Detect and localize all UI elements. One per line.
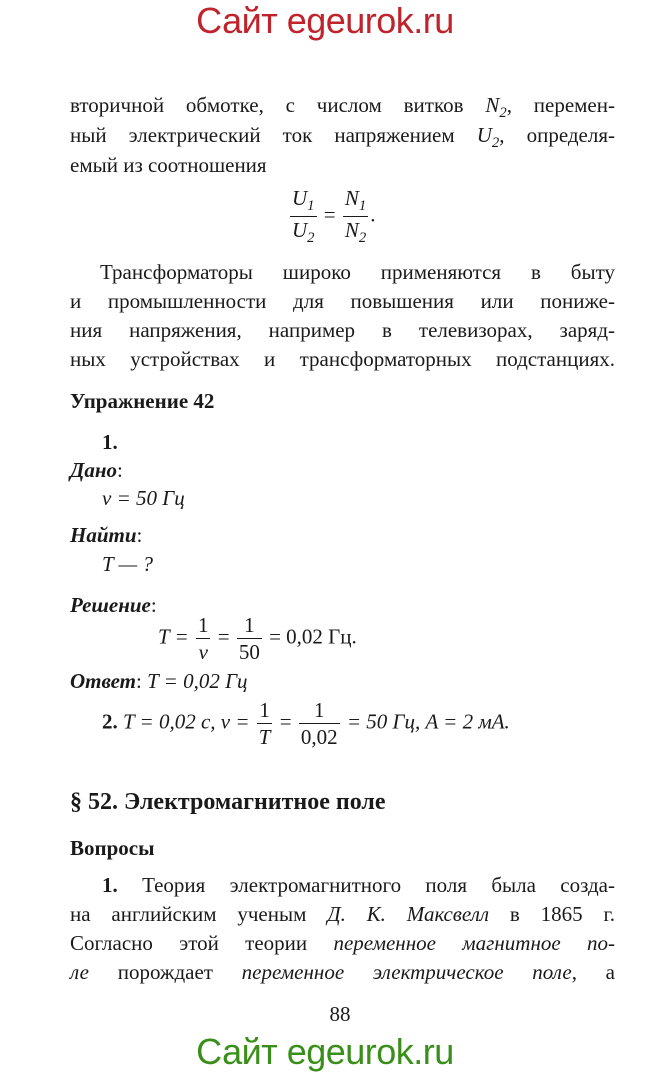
find-label: Найти: [70, 523, 137, 547]
solution-heading: Решение:: [70, 593, 157, 617]
answer1-line-2: на английским ученым Д. К. Максвелл в 1865 г.: [70, 902, 615, 926]
transformer-ratio-formula: $\frac{U_1}{U_2}$ = $\frac{N_1}{N_2}$ .: [292, 186, 376, 247]
maxwell-name: Д. К. Максвелл: [327, 902, 490, 926]
intro-line-1: [70, 93, 615, 122]
answer1-line-3: Согласно этой теории переменное магнитное по-: [70, 931, 615, 955]
page-number: 88: [329, 1002, 351, 1026]
answer-line: Ответ: T = 0,02 Гц: [70, 669, 248, 693]
fraction-1-over-nu: $\frac{1}{\nu}$: [197, 613, 209, 665]
section-title: § 52. Электромагнитное поле: [70, 789, 386, 815]
watermark-top: Сайт egeurok.ru: [196, 0, 454, 41]
intro-line-2-start: ный электрический ток напряжением: [70, 123, 455, 147]
transformers-line-4: ных устройствах и трансформаторных подстанциях.: [70, 347, 615, 371]
symbol-n2: $N_2$: [485, 93, 507, 122]
fraction-1-over-002: $\frac{1}{0,02}$: [300, 698, 338, 750]
fraction-1-over-t: $\frac{1}{T}$: [258, 698, 271, 750]
find-value: T — ?: [102, 552, 153, 576]
answer-label: Ответ: [70, 669, 137, 693]
intro-line-1-start: вторичной обмотке, с числом витков: [70, 93, 464, 117]
intro-line-2: [70, 123, 615, 152]
exercise-item-1-number: 1.: [102, 430, 118, 454]
transformers-line-1: Трансформаторы широко применяются в быту: [100, 260, 615, 284]
given-heading: Дано:: [70, 458, 123, 482]
fraction-1-over-50: $\frac{1}{50}$: [238, 613, 260, 665]
exercise-item-2-number: 2.: [102, 709, 118, 734]
find-heading: Найти:: [70, 523, 143, 547]
answer1-number: 1.: [102, 873, 118, 897]
intro-line-3: емый из соотношения: [70, 153, 267, 177]
answer1-line-1: 1. Теория электромагнитного поля была созда-: [102, 873, 615, 897]
answer1-line-4: ле порождает переменное электрическое поле, а: [70, 960, 615, 984]
fraction-u1-u2: $\frac{U_1}{U_2}$: [292, 186, 315, 247]
exercise-title: Упражнение 42: [70, 389, 215, 413]
given-value: ν = 50 Гц: [102, 486, 185, 510]
intro-line-2-end: , определя-: [499, 123, 616, 147]
questions-heading: Вопросы: [70, 836, 155, 860]
intro-line-1-end: , перемен-: [506, 93, 615, 117]
fraction-n1-n2: $\frac{N_1}{N_2}$: [344, 186, 367, 247]
solution-label: Решение: [70, 593, 151, 617]
transformers-line-2: и промышленности для повышения или пониже-: [70, 289, 615, 313]
given-label: Дано: [70, 458, 118, 482]
watermark-bottom: Сайт egeurok.ru: [196, 1031, 454, 1072]
symbol-u2: $U_2$: [476, 123, 500, 152]
exercise-item-2: 2. T = 0,02 с, ν = $\frac{1}{T}$ = $\frac{1}{0,02}$ = 50 Гц, A = 2 мА.: [102, 698, 510, 750]
answer-value: T = 0,02 Гц: [147, 669, 248, 693]
transformers-line-3: ния напряжения, например в телевизорах, заряд-: [70, 318, 615, 342]
equals-sign: =: [323, 202, 336, 227]
solution-formula: T = $\frac{1}{\nu}$ = $\frac{1}{50}$ = 0,02 Гц.: [158, 613, 357, 665]
